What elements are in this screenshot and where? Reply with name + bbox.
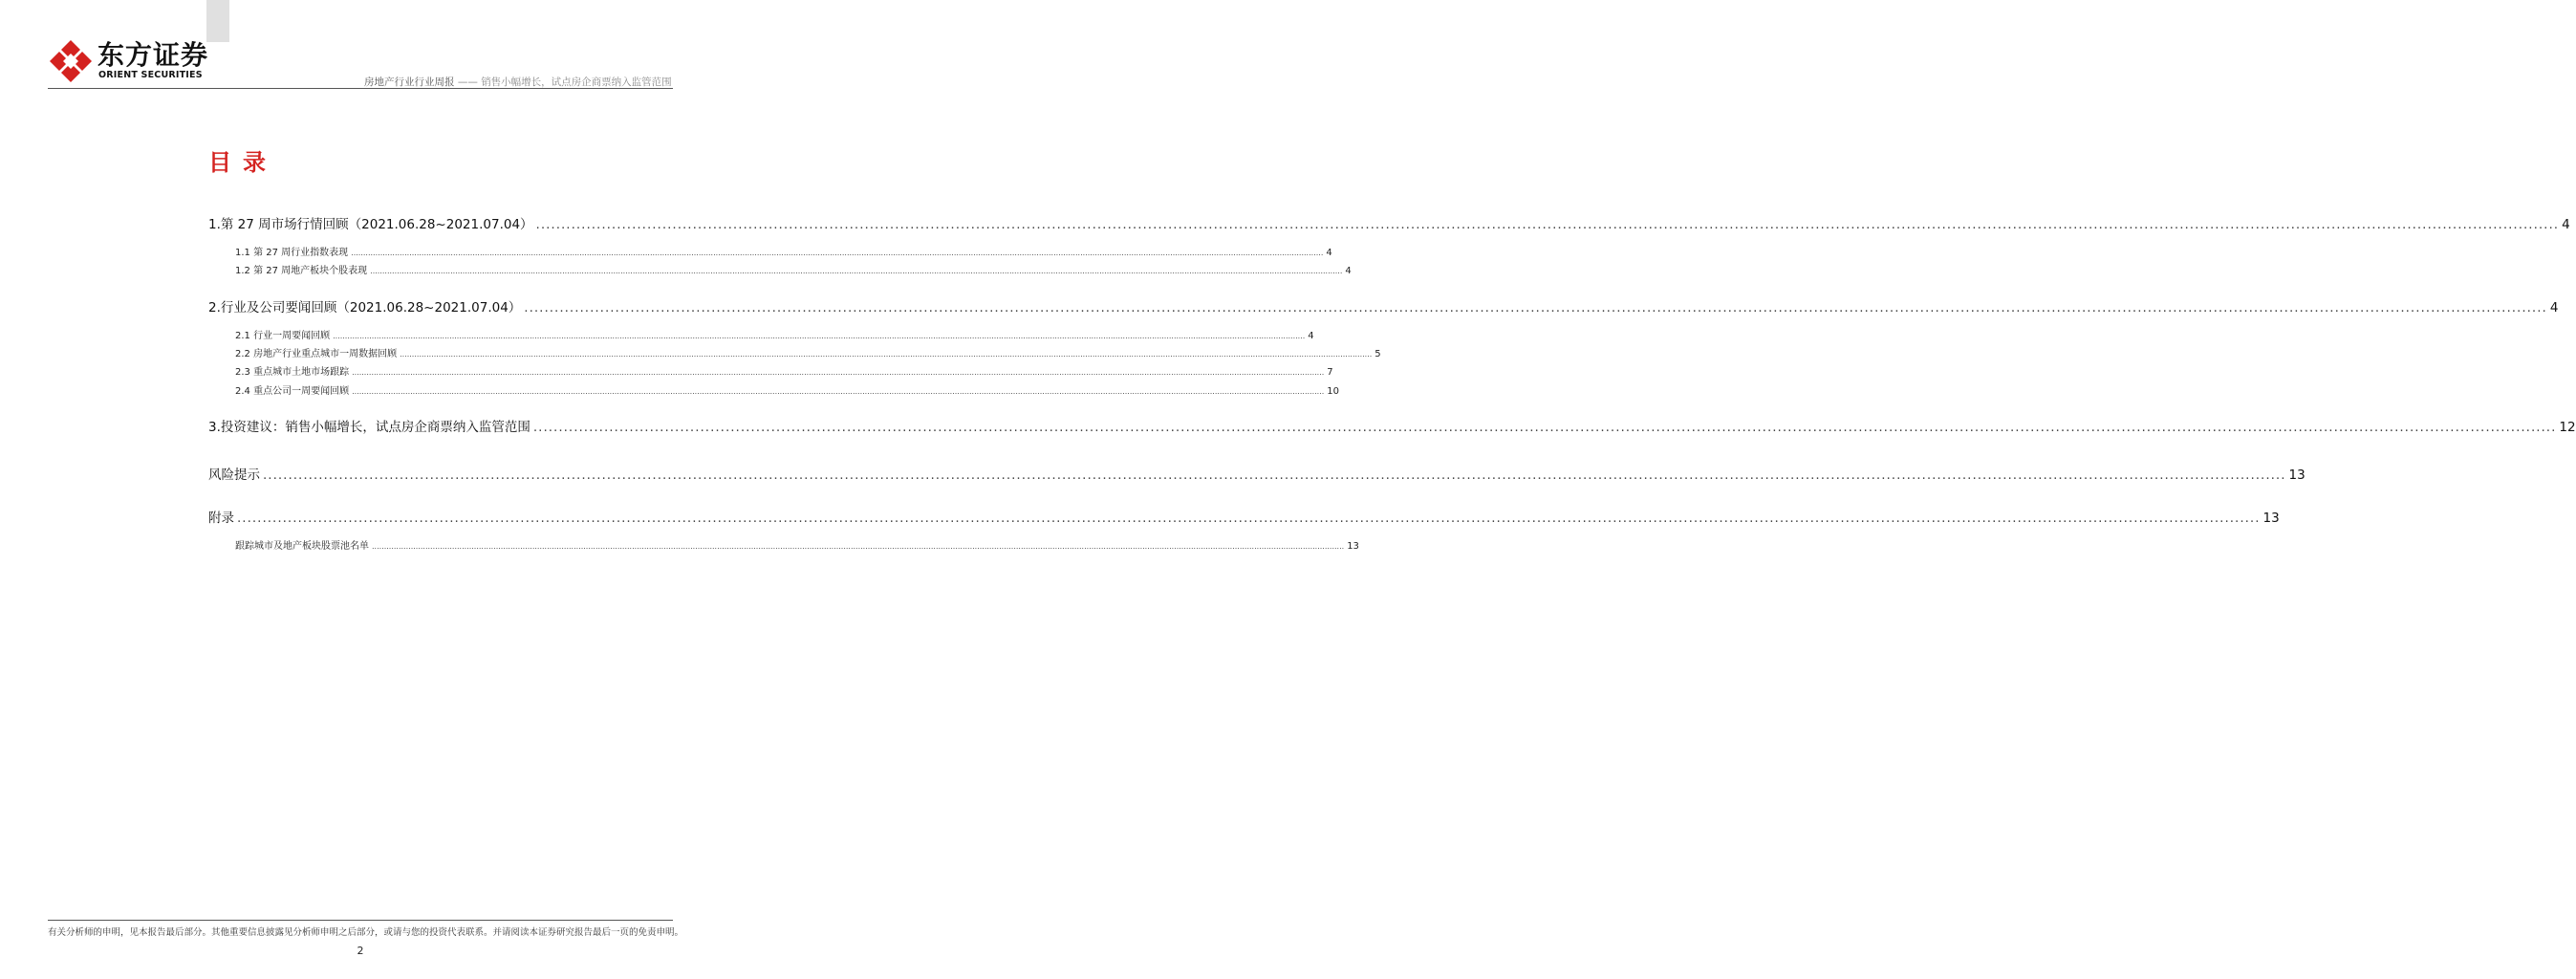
brand-name-cn: 东方证券 xyxy=(97,39,209,71)
toc-entry-text: 1.2 第 27 周地产板块个股表现 xyxy=(235,266,368,276)
toc-subentry[interactable] xyxy=(235,244,1332,258)
toc-subentry[interactable] xyxy=(235,537,1359,552)
toc-dot-leader: ................................................................................................................................................................................................................................................................................................................................................................................................................ xyxy=(237,511,2261,526)
toc-page-number: 4 xyxy=(1326,248,1332,258)
report-title: 销售小幅增长，试点房企商票纳入监管范围 xyxy=(481,76,672,88)
toc-entry-text: 2.2 房地产行业重点城市一周数据回顾 xyxy=(235,349,398,359)
toc-subentry[interactable] xyxy=(235,363,1333,378)
toc-entry-text: 跟踪城市及地产板块股票池名单 xyxy=(235,541,369,552)
toc-dot-leader: ................................................................................................................................................................................................................................................................................................................................................................................................................ xyxy=(352,387,1325,396)
toc-page-number: 4 xyxy=(1308,331,1314,341)
toc-page-number: 13 xyxy=(2262,511,2280,526)
header-divider xyxy=(48,88,673,89)
header-decoration-tab xyxy=(206,0,229,42)
toc-page-number: 10 xyxy=(1327,386,1340,397)
orient-securities-logo-icon xyxy=(48,38,94,84)
toc-entry-text: 风险提示 xyxy=(208,468,260,483)
toc-entry-text: 1.第 27 周市场行情回顾（2021.06.28~2021.07.04） xyxy=(208,217,533,232)
toc-page-number: 7 xyxy=(1327,367,1333,378)
toc-page-number: 4 xyxy=(1345,266,1352,276)
toc-dot-leader: ................................................................................................................................................................................................................................................................................................................................................................................................................ xyxy=(370,267,1343,275)
toc-page-number: 5 xyxy=(1375,349,1381,359)
toc-subentry[interactable] xyxy=(235,345,1381,359)
toc-entry[interactable] xyxy=(208,416,2576,435)
toc-dot-leader: ................................................................................................................................................................................................................................................................................................................................................................................................................ xyxy=(400,350,1373,359)
toc-page-number: 13 xyxy=(2288,468,2305,483)
toc-dot-leader: ................................................................................................................................................................................................................................................................................................................................................................................................................ xyxy=(263,468,2286,483)
toc-entry[interactable] xyxy=(208,296,2559,315)
report-type: 房地产行业行业周报 xyxy=(364,76,455,88)
toc-page-number: 4 xyxy=(2549,300,2559,315)
toc-dot-leader: ................................................................................................................................................................................................................................................................................................................................................................................................................ xyxy=(535,217,2560,232)
toc-dot-leader: ................................................................................................................................................................................................................................................................................................................................................................................................................ xyxy=(524,300,2547,315)
toc-subentry[interactable] xyxy=(235,327,1314,341)
header-separator: —— xyxy=(457,76,478,88)
toc-page-number: 12 xyxy=(2559,420,2576,435)
toc-subentry[interactable] xyxy=(235,262,1352,276)
toc-dot-leader: ................................................................................................................................................................................................................................................................................................................................................................................................................ xyxy=(352,368,1325,377)
toc-dot-leader: ................................................................................................................................................................................................................................................................................................................................................................................................................ xyxy=(532,420,2557,435)
report-header xyxy=(364,75,672,89)
toc-subentry[interactable] xyxy=(235,382,1340,397)
toc-page-number: 13 xyxy=(1347,541,1359,552)
toc-entry-text: 3.投资建议：销售小幅增长，试点房企商票纳入监管范围 xyxy=(208,420,530,435)
toc-entry[interactable] xyxy=(208,464,2305,483)
company-logo xyxy=(48,38,210,84)
footer-divider xyxy=(48,920,673,921)
toc-dot-leader: ................................................................................................................................................................................................................................................................................................................................................................................................................ xyxy=(333,332,1306,340)
toc-page-number: 4 xyxy=(2562,217,2570,232)
toc-entry[interactable] xyxy=(208,213,2570,232)
footer-disclaimer: 有关分析师的申明，见本报告最后部分。其他重要信息披露见分析师申明之后部分，或请与您的投资代表联系。并请阅读本证券研究报告最后一页的免责申明。 xyxy=(48,927,684,938)
toc-entry-text: 2.4 重点公司一周要闻回顾 xyxy=(235,386,350,397)
brand-name-en: ORIENT SECURITIES xyxy=(98,70,203,80)
toc-entry-text: 2.3 重点城市土地市场跟踪 xyxy=(235,367,350,378)
page-number: 2 xyxy=(357,945,364,957)
toc-entry-text: 2.行业及公司要闻回顾（2021.06.28~2021.07.04） xyxy=(208,300,522,315)
toc-title: 目录 xyxy=(208,149,277,176)
toc-dot-leader: ................................................................................................................................................................................................................................................................................................................................................................................................................ xyxy=(372,542,1345,551)
toc-entry-text: 1.1 第 27 周行业指数表现 xyxy=(235,248,349,258)
toc-dot-leader: ................................................................................................................................................................................................................................................................................................................................................................................................................ xyxy=(351,249,1324,257)
toc-entry-text: 2.1 行业一周要闻回顾 xyxy=(235,331,331,341)
toc-entry-text: 附录 xyxy=(208,511,234,526)
toc-entry[interactable] xyxy=(208,507,2280,526)
